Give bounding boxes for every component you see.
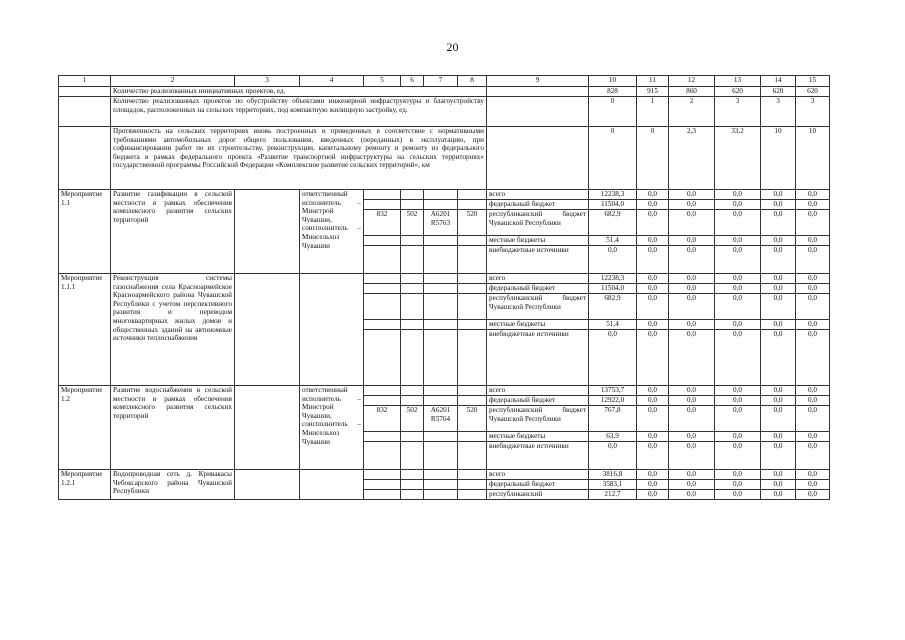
header-cell: 3 [235, 76, 300, 87]
empty-cell [59, 127, 111, 190]
cs-code [424, 294, 458, 320]
empty-cell [401, 246, 424, 274]
header-cell: 7 [424, 76, 458, 87]
funding-value: 0,0 [761, 470, 796, 480]
indicator-value: 620 [796, 87, 830, 97]
empty-cell [235, 386, 300, 470]
empty-cell [364, 320, 401, 330]
empty-cell [424, 236, 458, 246]
empty-cell [364, 236, 401, 246]
responsible-executor: ответственный исполнитель – Минстрой Чувашии, соисполнитель – Минсельхоз Чувашии [300, 386, 364, 470]
funding-source: местные бюджеты [487, 320, 589, 330]
funding-value: 0,0 [761, 396, 796, 406]
funding-value: 0,0 [669, 386, 715, 396]
empty-cell [424, 330, 458, 386]
funding-value: 0,0 [637, 190, 669, 200]
funding-value: 0,0 [715, 294, 761, 320]
funding-source: республиканский [487, 490, 589, 500]
measure-name: Водопроводная сеть д. Кривакасы Чебоксарского района Чувашской Республики [111, 470, 235, 500]
rz-code [401, 490, 424, 500]
grbs-code: 832 [364, 406, 401, 432]
empty-cell [401, 330, 424, 386]
funding-value: 0,0 [796, 470, 830, 480]
funding-value: 12238,3 [589, 190, 637, 200]
funding-value: 0,0 [715, 190, 761, 200]
indicator-name: Количество реализованных инициативных проектов, ед. [111, 87, 487, 97]
funding-value: 0,0 [796, 190, 830, 200]
funding-value: 212,7 [589, 490, 637, 500]
empty-cell [364, 386, 401, 396]
funding-value: 0,0 [669, 284, 715, 294]
header-cell: 15 [796, 76, 830, 87]
empty-cell [458, 330, 487, 386]
funding-value: 0,0 [796, 236, 830, 246]
funding-value: 0,0 [761, 200, 796, 210]
empty-cell [235, 190, 300, 274]
funding-value: 0,0 [761, 210, 796, 236]
funding-value: 0,0 [796, 490, 830, 500]
empty-cell [364, 442, 401, 470]
funding-value: 0,0 [761, 480, 796, 490]
funding-source: всего [487, 470, 589, 480]
funding-value: 0,0 [796, 246, 830, 274]
funding-source: федеральный бюджет [487, 480, 589, 490]
measure-name: Развитие газификации в сельской местности в рамках обеспечения комплексного развития сельских территорий [111, 190, 235, 274]
funding-source: федеральный бюджет [487, 200, 589, 210]
funding-value: 0,0 [589, 246, 637, 274]
header-cell: 8 [458, 76, 487, 87]
funding-value: 0,0 [761, 246, 796, 274]
funding-source: местные бюджеты [487, 236, 589, 246]
funding-value: 0,0 [761, 190, 796, 200]
indicator-value: 3 [796, 97, 830, 127]
funding-value: 0,0 [761, 274, 796, 284]
funding-value: 0,0 [637, 330, 669, 386]
header-cell: 14 [761, 76, 796, 87]
header-cell: 13 [715, 76, 761, 87]
header-cell: 12 [669, 76, 715, 87]
empty-cell [458, 246, 487, 274]
measure-code: Мероприятие 1.1 [59, 190, 111, 274]
empty-cell [401, 200, 424, 210]
empty-cell [364, 200, 401, 210]
empty-cell [458, 284, 487, 294]
funding-value: 0,0 [715, 442, 761, 470]
measure-name: Реконструкция системы газоснабжения села Красноармейское Красноармейского района Чувашской Республики с учетом перспективного развития и переводом многоквартирных жилых домов и общественных зданий на автономные источники теплоснабжения [111, 274, 235, 386]
funding-source: внебюджетные источники [487, 330, 589, 386]
empty-cell [458, 442, 487, 470]
funding-value: 0,0 [796, 294, 830, 320]
empty-cell [401, 274, 424, 284]
funding-value: 0,0 [669, 490, 715, 500]
funding-value: 0,0 [715, 432, 761, 442]
empty-cell [424, 386, 458, 396]
funding-value: 0,0 [796, 480, 830, 490]
funding-source: республиканский бюджет Чувашской Республики [487, 210, 589, 236]
funding-source: республиканский бюджет Чувашской Республики [487, 294, 589, 320]
funding-value: 0,0 [637, 320, 669, 330]
funding-value: 0,0 [715, 470, 761, 480]
funding-value: 0,0 [669, 210, 715, 236]
empty-cell [401, 284, 424, 294]
funding-value: 0,0 [796, 200, 830, 210]
funding-value: 0,0 [715, 386, 761, 396]
funding-value: 0,0 [637, 480, 669, 490]
funding-value: 0,0 [637, 210, 669, 236]
empty-cell [364, 470, 401, 480]
empty-cell [424, 320, 458, 330]
empty-cell [424, 190, 458, 200]
responsible-executor: ответственный исполнитель – Минстрой Чувашии, соисполнитель – Минсельхоз Чувашии [300, 190, 364, 274]
funding-value: 0,0 [669, 396, 715, 406]
header-cell: 9 [487, 76, 589, 87]
funding-value: 0,0 [715, 246, 761, 274]
empty-cell [59, 87, 111, 97]
funding-source: местные бюджеты [487, 432, 589, 442]
funding-value: 0,0 [796, 406, 830, 432]
header-cell: 11 [637, 76, 669, 87]
indicator-value: 3 [761, 97, 796, 127]
funding-value: 0,0 [669, 432, 715, 442]
vr-code: 520 [458, 210, 487, 236]
funding-value: 0,0 [637, 236, 669, 246]
grbs-code [364, 490, 401, 500]
funding-value: 0,0 [796, 320, 830, 330]
indicator-value: 10 [796, 127, 830, 190]
empty-cell [401, 236, 424, 246]
page-number: 20 [446, 40, 459, 54]
measure-name: Развитие водоснабжения в сельской местности в рамках обеспечения комплексного развития сельских территорий [111, 386, 235, 470]
empty-cell [458, 480, 487, 490]
empty-cell [401, 396, 424, 406]
empty-cell [401, 386, 424, 396]
rz-code: 502 [401, 210, 424, 236]
empty-cell [364, 190, 401, 200]
funding-value: 0,0 [669, 274, 715, 284]
empty-cell [401, 320, 424, 330]
empty-cell [487, 127, 589, 190]
indicator-value: 1 [637, 97, 669, 127]
funding-source: внебюджетные источники [487, 442, 589, 470]
empty-cell [424, 480, 458, 490]
indicator-value: 33,2 [715, 127, 761, 190]
funding-value: 12922,0 [589, 396, 637, 406]
funding-source: внебюджетные источники [487, 246, 589, 274]
empty-cell [458, 190, 487, 200]
funding-value: 767,8 [589, 406, 637, 432]
cs-code [424, 490, 458, 500]
empty-cell [364, 432, 401, 442]
empty-cell [487, 97, 589, 127]
empty-cell [235, 274, 300, 386]
funding-value: 682,9 [589, 294, 637, 320]
empty-cell [458, 200, 487, 210]
funding-value: 0,0 [669, 236, 715, 246]
empty-cell [364, 274, 401, 284]
empty-cell [364, 330, 401, 386]
empty-cell [424, 284, 458, 294]
funding-value: 0,0 [715, 284, 761, 294]
funding-value: 0,0 [796, 396, 830, 406]
empty-cell [364, 396, 401, 406]
indicator-value: 0 [589, 127, 637, 190]
header-row [59, 76, 830, 87]
funding-value: 0,0 [637, 406, 669, 432]
funding-value: 0,0 [637, 396, 669, 406]
empty-cell [424, 442, 458, 470]
cs-code: A6201 R5764 [424, 406, 458, 432]
funding-value: 0,0 [761, 490, 796, 500]
measure-code: Мероприятие 1.2.1 [59, 470, 111, 500]
funding-value: 0,0 [669, 320, 715, 330]
empty-cell [458, 274, 487, 284]
header-cell: 6 [401, 76, 424, 87]
funding-value: 3583,1 [589, 480, 637, 490]
header-cell: 2 [111, 76, 235, 87]
funding-value: 0,0 [637, 294, 669, 320]
funding-value: 0,0 [589, 442, 637, 470]
financing-table [58, 75, 830, 500]
funding-value: 51,4 [589, 236, 637, 246]
indicator-row [59, 97, 830, 127]
funding-value: 13753,7 [589, 386, 637, 396]
empty-cell [424, 470, 458, 480]
funding-source: федеральный бюджет [487, 284, 589, 294]
funding-value: 0,0 [761, 294, 796, 320]
empty-cell [458, 432, 487, 442]
funding-source: республиканский бюджет Чувашской Республики [487, 406, 589, 432]
funding-value: 0,0 [761, 386, 796, 396]
empty-cell [235, 470, 300, 500]
funding-value: 12238,3 [589, 274, 637, 284]
funding-value: 0,0 [637, 442, 669, 470]
rz-code: 502 [401, 406, 424, 432]
empty-cell [424, 432, 458, 442]
funding-value: 0,0 [796, 284, 830, 294]
funding-value: 0,0 [796, 442, 830, 470]
funding-value: 0,0 [715, 396, 761, 406]
grbs-code [364, 294, 401, 320]
responsible-executor [300, 274, 364, 386]
table-row [59, 386, 830, 396]
funding-value: 0,0 [796, 274, 830, 284]
funding-value: 0,0 [796, 330, 830, 386]
funding-value: 0,0 [715, 330, 761, 386]
empty-cell [458, 396, 487, 406]
empty-cell [401, 480, 424, 490]
empty-cell [401, 442, 424, 470]
empty-cell [364, 246, 401, 274]
empty-cell [458, 386, 487, 396]
funding-value: 11504,0 [589, 200, 637, 210]
vr-code: 520 [458, 406, 487, 432]
funding-value: 0,0 [669, 200, 715, 210]
funding-value: 0,0 [637, 274, 669, 284]
header-cell: 10 [589, 76, 637, 87]
responsible-executor [300, 470, 364, 500]
funding-value: 63,9 [589, 432, 637, 442]
funding-value: 0,0 [669, 470, 715, 480]
funding-value: 11504,0 [589, 284, 637, 294]
cs-code: A6201 R5763 [424, 210, 458, 236]
empty-cell [59, 97, 111, 127]
funding-value: 0,0 [637, 470, 669, 480]
funding-value: 0,0 [669, 406, 715, 432]
funding-value: 0,0 [761, 320, 796, 330]
indicator-row [59, 87, 830, 97]
indicator-value: 828 [589, 87, 637, 97]
empty-cell [424, 246, 458, 274]
empty-cell [364, 284, 401, 294]
indicator-value: 860 [669, 87, 715, 97]
funding-value: 0,0 [715, 274, 761, 284]
funding-value: 0,0 [637, 246, 669, 274]
funding-value: 0,0 [669, 190, 715, 200]
funding-value: 0,0 [715, 236, 761, 246]
indicator-value: 620 [715, 87, 761, 97]
empty-cell [487, 87, 589, 97]
funding-value: 0,0 [637, 200, 669, 210]
indicator-value: 2,3 [669, 127, 715, 190]
funding-value: 0,0 [637, 386, 669, 396]
funding-value: 0,0 [715, 200, 761, 210]
indicator-value: 915 [637, 87, 669, 97]
funding-value: 0,0 [669, 442, 715, 470]
indicator-name: Протяженность на сельских территориях вновь построенных и приведенных в соответствие с нормативными требованиями автомобильных дорог общего пользования, введенных (переданных) в эксплуатацию, при софинансировании работ по их строительству, реконструкции, капитальному ремонту и ремонту из федерального бюджета в рамках федерального проекта «Развитие транспортной инфраструктуры на сельских территориях» государственной программы Российской Федерации «Комплексное развитие сельских территорий», км [111, 127, 487, 190]
indicator-value: 3 [715, 97, 761, 127]
funding-source: всего [487, 274, 589, 284]
header-cell: 5 [364, 76, 401, 87]
rz-code [401, 294, 424, 320]
funding-value: 0,0 [669, 330, 715, 386]
measure-code: Мероприятие 1.1.1 [59, 274, 111, 386]
funding-value: 0,0 [761, 236, 796, 246]
funding-value: 0,0 [637, 284, 669, 294]
vr-code [458, 294, 487, 320]
funding-value: 682,9 [589, 210, 637, 236]
funding-value: 0,0 [637, 432, 669, 442]
funding-value: 0,0 [761, 406, 796, 432]
empty-cell [424, 200, 458, 210]
empty-cell [424, 274, 458, 284]
funding-value: 0,0 [669, 480, 715, 490]
empty-cell [364, 480, 401, 490]
funding-value: 3816,8 [589, 470, 637, 480]
funding-value: 0,0 [715, 210, 761, 236]
indicator-row [59, 127, 830, 190]
indicator-value: 620 [761, 87, 796, 97]
table-row [59, 190, 830, 200]
funding-value: 0,0 [715, 480, 761, 490]
indicator-value: 2 [669, 97, 715, 127]
empty-cell [458, 236, 487, 246]
indicator-value: 10 [761, 127, 796, 190]
empty-cell [401, 432, 424, 442]
empty-cell [458, 470, 487, 480]
funding-value: 0,0 [715, 320, 761, 330]
indicator-value: 0 [637, 127, 669, 190]
funding-value: 0,0 [796, 432, 830, 442]
empty-cell [401, 190, 424, 200]
vr-code [458, 490, 487, 500]
funding-value: 0,0 [669, 294, 715, 320]
funding-value: 0,0 [796, 386, 830, 396]
funding-value: 0,0 [715, 490, 761, 500]
funding-value: 0,0 [761, 284, 796, 294]
empty-cell [401, 470, 424, 480]
grbs-code: 832 [364, 210, 401, 236]
measure-code: Мероприятие 1.2 [59, 386, 111, 470]
table-row [59, 274, 830, 284]
header-cell: 4 [300, 76, 364, 87]
funding-source: всего [487, 386, 589, 396]
funding-value: 0,0 [761, 432, 796, 442]
funding-value: 0,0 [796, 210, 830, 236]
indicator-value: 0 [589, 97, 637, 127]
empty-cell [458, 320, 487, 330]
funding-value: 0,0 [669, 246, 715, 274]
table-row [59, 470, 830, 480]
empty-cell [424, 396, 458, 406]
funding-source: федеральный бюджет [487, 396, 589, 406]
funding-value: 0,0 [761, 330, 796, 386]
header-cell: 1 [59, 76, 111, 87]
funding-value: 0,0 [761, 442, 796, 470]
funding-value: 51,4 [589, 320, 637, 330]
funding-value: 0,0 [637, 490, 669, 500]
funding-value: 0,0 [715, 406, 761, 432]
funding-source: всего [487, 190, 589, 200]
indicator-name: Количество реализованных проектов по обустройству объектами инженерной инфраструктуры и благоустройству площадок, расположенных на сельских территориях, под компактную жилищную застройку, ед. [111, 97, 487, 127]
funding-value: 0,0 [589, 330, 637, 386]
